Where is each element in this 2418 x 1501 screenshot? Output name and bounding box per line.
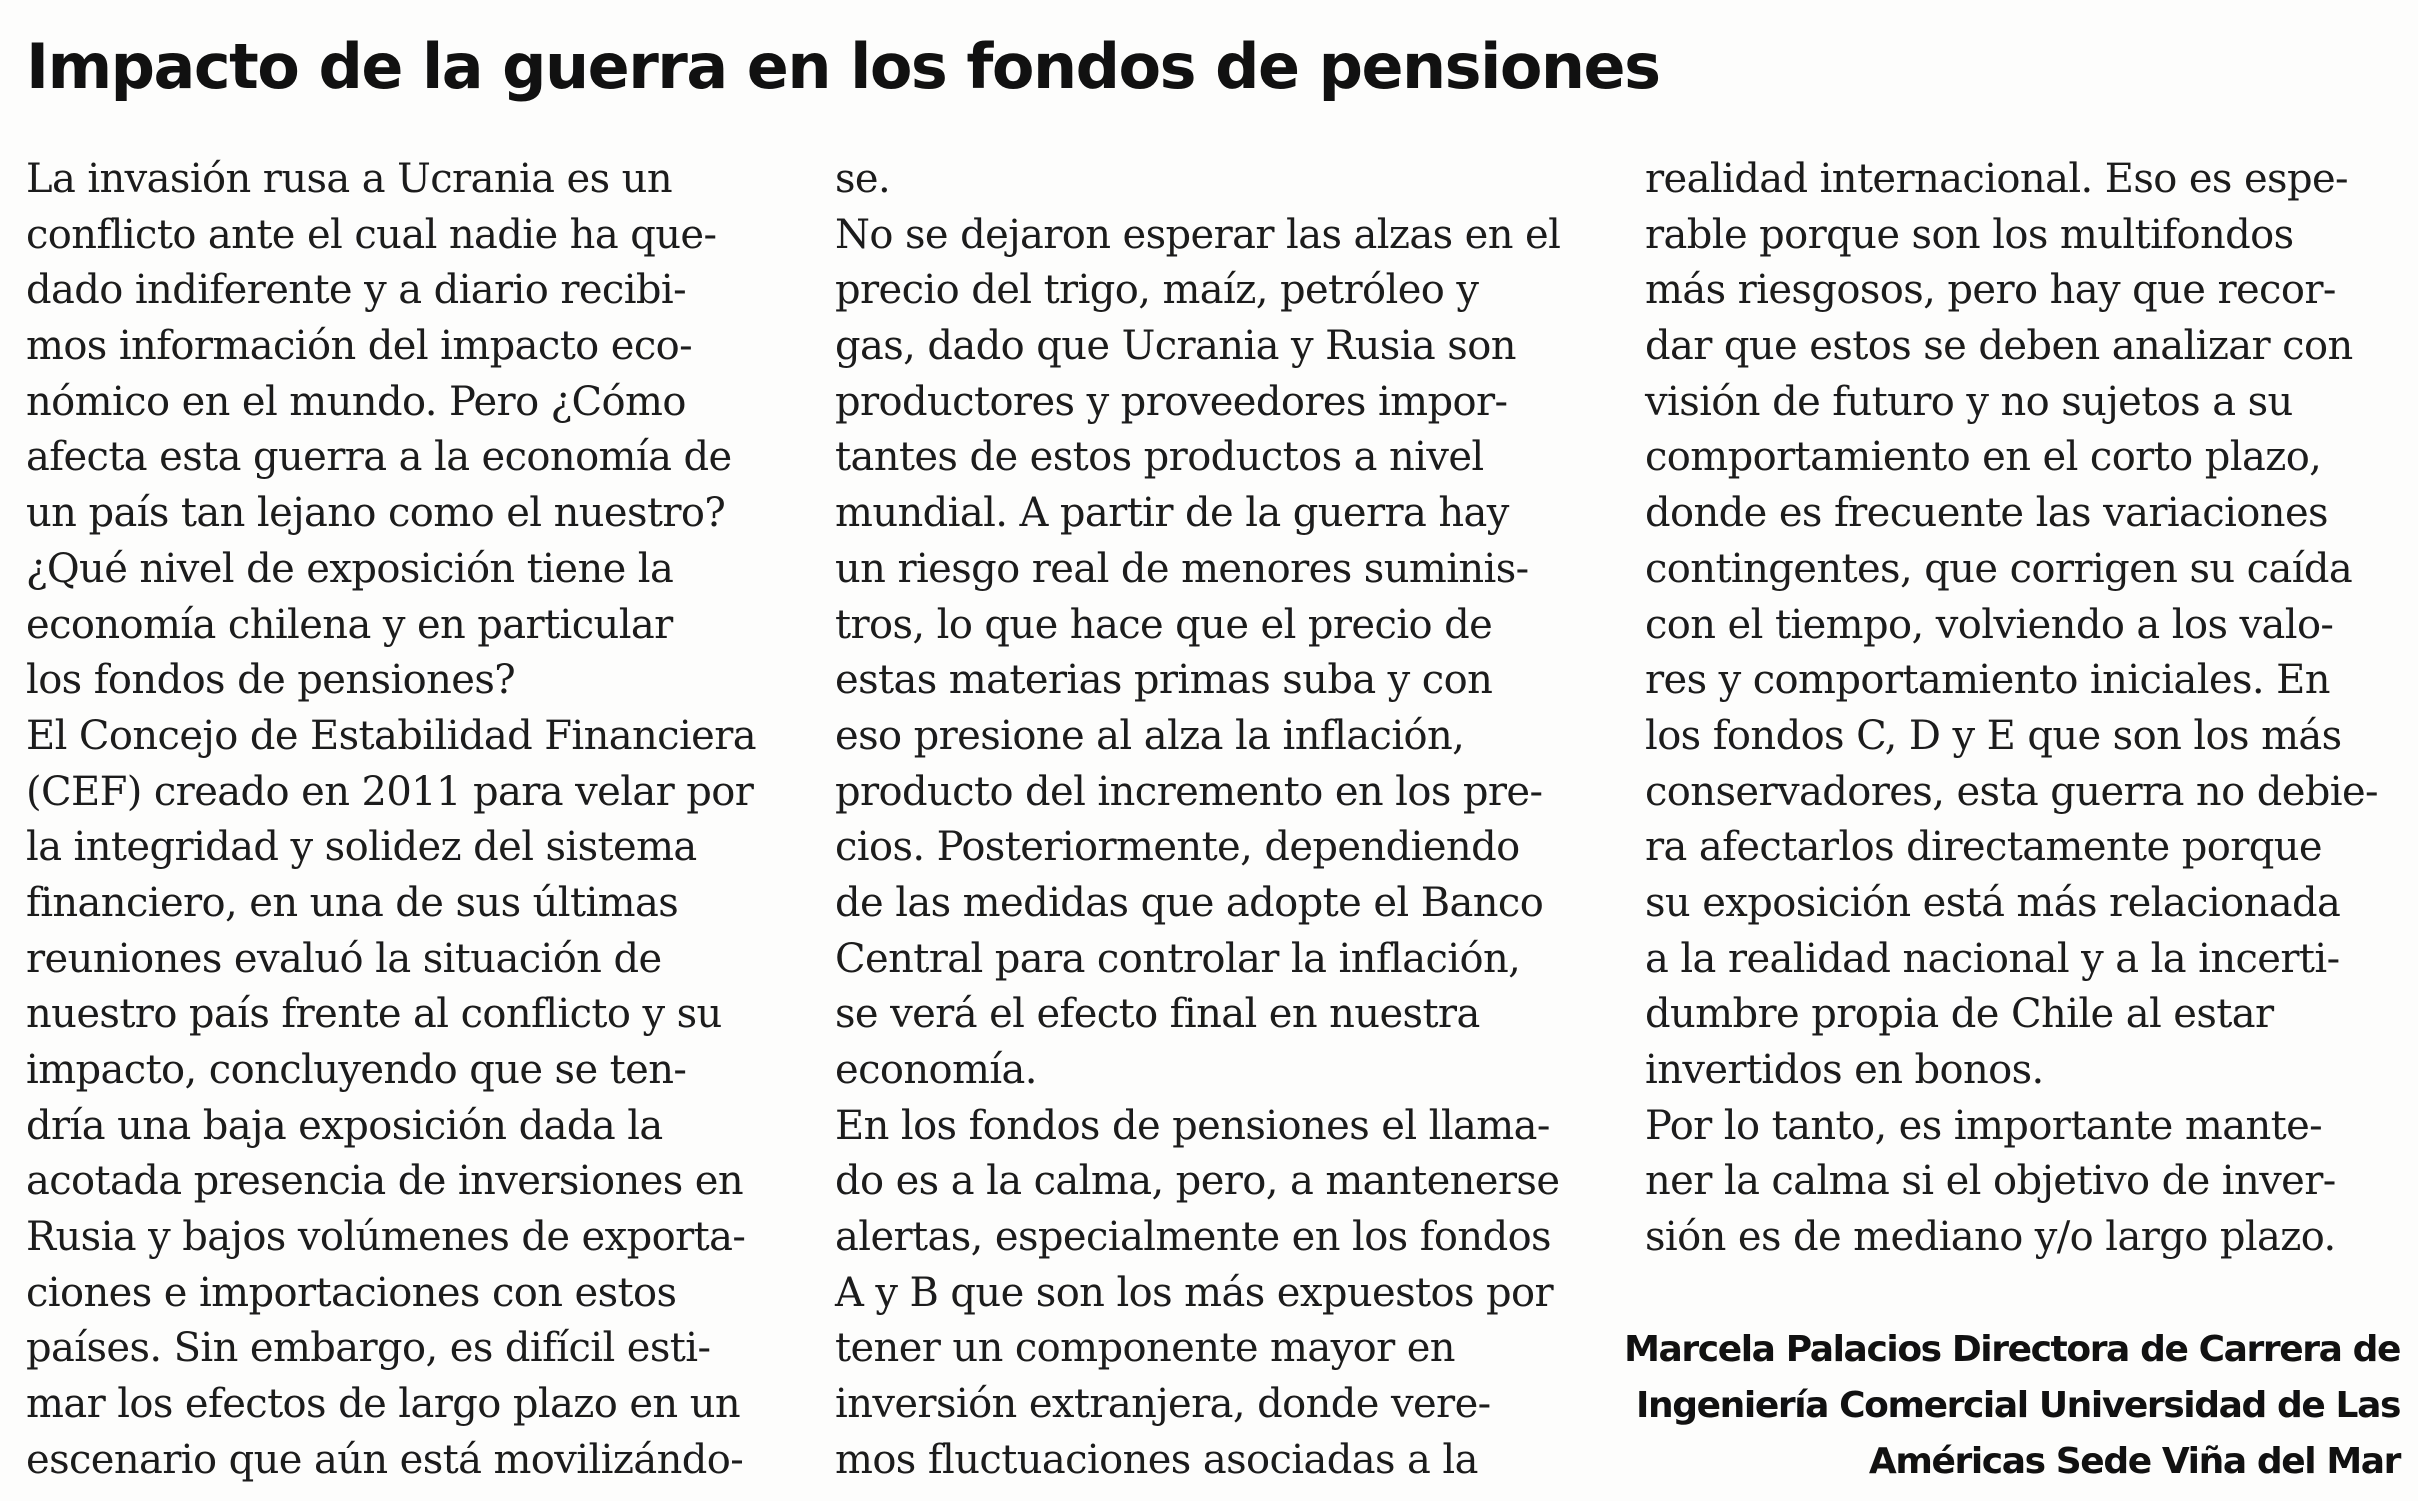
text-line: su exposición está más relacionada	[1645, 879, 2341, 926]
text-line: economía chilena y en particular	[26, 601, 673, 648]
text-line: la integridad y solidez del sistema	[26, 824, 697, 871]
text-line: tros, lo que hace que el precio de	[835, 601, 1493, 648]
text-line: ner la calma si el objetivo de inver-	[1645, 1158, 2336, 1205]
text-line: cios. Posteriormente, dependiendo	[835, 824, 1520, 871]
text-line: de las medidas que adopte el Banco	[835, 879, 1544, 926]
text-line: La invasión rusa a Ucrania es un	[26, 156, 672, 202]
text-line: inversión extranjera, donde vere-	[835, 1381, 1491, 1428]
text-line: estas materias primas suba y con	[835, 657, 1493, 704]
text-line: los fondos de pensiones?	[26, 657, 516, 704]
text-line: impacto, concluyendo que se ten-	[26, 1047, 687, 1093]
text-line: mos información del impacto eco-	[26, 323, 693, 370]
article-headline: Impacto de la guerra en los fondos de pensiones	[26, 30, 1660, 103]
text-line: economía.	[835, 1047, 1037, 1093]
article-column-1	[26, 152, 786, 1489]
text-line: nómico en el mundo. Pero ¿Cómo	[26, 378, 686, 425]
text-line: eso presione al alza la inflación,	[835, 712, 1465, 759]
text-line: afecta esta guerra a la economía de	[26, 434, 732, 481]
article-column-3	[1645, 152, 2405, 1266]
text-line: mos fluctuaciones asociadas a la	[835, 1436, 1478, 1483]
text-line: se.	[835, 156, 891, 202]
text-line: A y B que son los más expuestos por	[835, 1269, 1554, 1316]
text-line: acotada presencia de inversiones en	[26, 1158, 743, 1205]
text-line: alertas, especialmente en los fondos	[835, 1214, 1551, 1261]
text-line: do es a la calma, pero, a mantenerse	[835, 1158, 1560, 1205]
article-column-2	[835, 152, 1595, 1489]
text-line: a la realidad nacional y a la incerti-	[1645, 935, 2340, 982]
text-line: dría una baja exposición dada la	[26, 1102, 663, 1149]
signature-line: Marcela Palacios Directora de Carrera de	[1624, 1329, 2400, 1370]
text-line: donde es frecuente las variaciones	[1645, 490, 2328, 537]
text-line: financiero, en una de sus últimas	[26, 879, 679, 926]
text-line: más riesgosos, pero hay que recor-	[1645, 267, 2336, 314]
text-line: los fondos C, D y E que son los más	[1645, 712, 2342, 759]
text-line: mundial. A partir de la guerra hay	[835, 490, 1509, 537]
text-line: un país tan lejano como el nuestro?	[26, 490, 726, 537]
text-line: res y comportamiento iniciales. En	[1645, 657, 2330, 704]
text-line: visión de futuro y no sujetos a su	[1645, 378, 2293, 425]
text-line: Central para controlar la inflación,	[835, 935, 1521, 982]
text-line: (CEF) creado en 2011 para velar por	[26, 768, 754, 815]
text-line: dumbre propia de Chile al estar	[1645, 991, 2274, 1038]
text-line: producto del incremento en los pre-	[835, 768, 1543, 815]
text-line: ¿Qué nivel de exposición tiene la	[26, 545, 674, 592]
text-line: tantes de estos productos a nivel	[835, 434, 1484, 481]
text-line: sión es de mediano y/o largo plazo.	[1645, 1214, 2336, 1261]
text-line: No se dejaron esperar las alzas en el	[835, 211, 1561, 258]
text-line: mar los efectos de largo plazo en un	[26, 1381, 741, 1428]
text-line: dar que estos se deben analizar con	[1645, 323, 2353, 370]
text-line: un riesgo real de menores suminis-	[835, 545, 1529, 592]
text-line: productores y proveedores impor-	[835, 378, 1508, 425]
text-line: invertidos en bonos.	[1645, 1047, 2044, 1093]
text-line: reuniones evaluó la situación de	[26, 935, 662, 982]
text-line: comportamiento en el corto plazo,	[1645, 434, 2322, 481]
text-line: realidad internacional. Eso es espe-	[1645, 156, 2348, 202]
text-line: Rusia y bajos volúmenes de exporta-	[26, 1214, 746, 1261]
text-line: conservadores, esta guerra no debie-	[1645, 768, 2378, 815]
signature-line: Américas Sede Viña del Mar	[1868, 1441, 2400, 1482]
author-signature	[1624, 1322, 2400, 1490]
text-line: tener un componente mayor en	[835, 1325, 1455, 1372]
text-line: El Concejo de Estabilidad Financiera	[26, 712, 756, 759]
text-line: ciones e importaciones con estos	[26, 1269, 677, 1316]
text-line: gas, dado que Ucrania y Rusia son	[835, 323, 1516, 370]
text-line: países. Sin embargo, es difícil esti-	[26, 1325, 711, 1372]
text-line: se verá el efecto final en nuestra	[835, 991, 1480, 1038]
text-line: conflicto ante el cual nadie ha que-	[26, 211, 717, 258]
text-line: Por lo tanto, es importante mante-	[1645, 1102, 2323, 1149]
text-line: contingentes, que corrigen su caída	[1645, 545, 2353, 592]
text-line: precio del trigo, maíz, petróleo y	[835, 267, 1479, 314]
signature-line: Ingeniería Comercial Universidad de Las	[1636, 1385, 2400, 1426]
text-line: ra afectarlos directamente porque	[1645, 824, 2322, 871]
text-line: En los fondos de pensiones el llama-	[835, 1102, 1550, 1149]
text-line: dado indiferente y a diario recibi-	[26, 267, 687, 314]
text-line: nuestro país frente al conflicto y su	[26, 991, 722, 1038]
text-line: escenario que aún está movilizándo-	[26, 1436, 744, 1483]
text-line: rable porque son los multifondos	[1645, 211, 2294, 258]
text-line: con el tiempo, volviendo a los valo-	[1645, 601, 2334, 648]
